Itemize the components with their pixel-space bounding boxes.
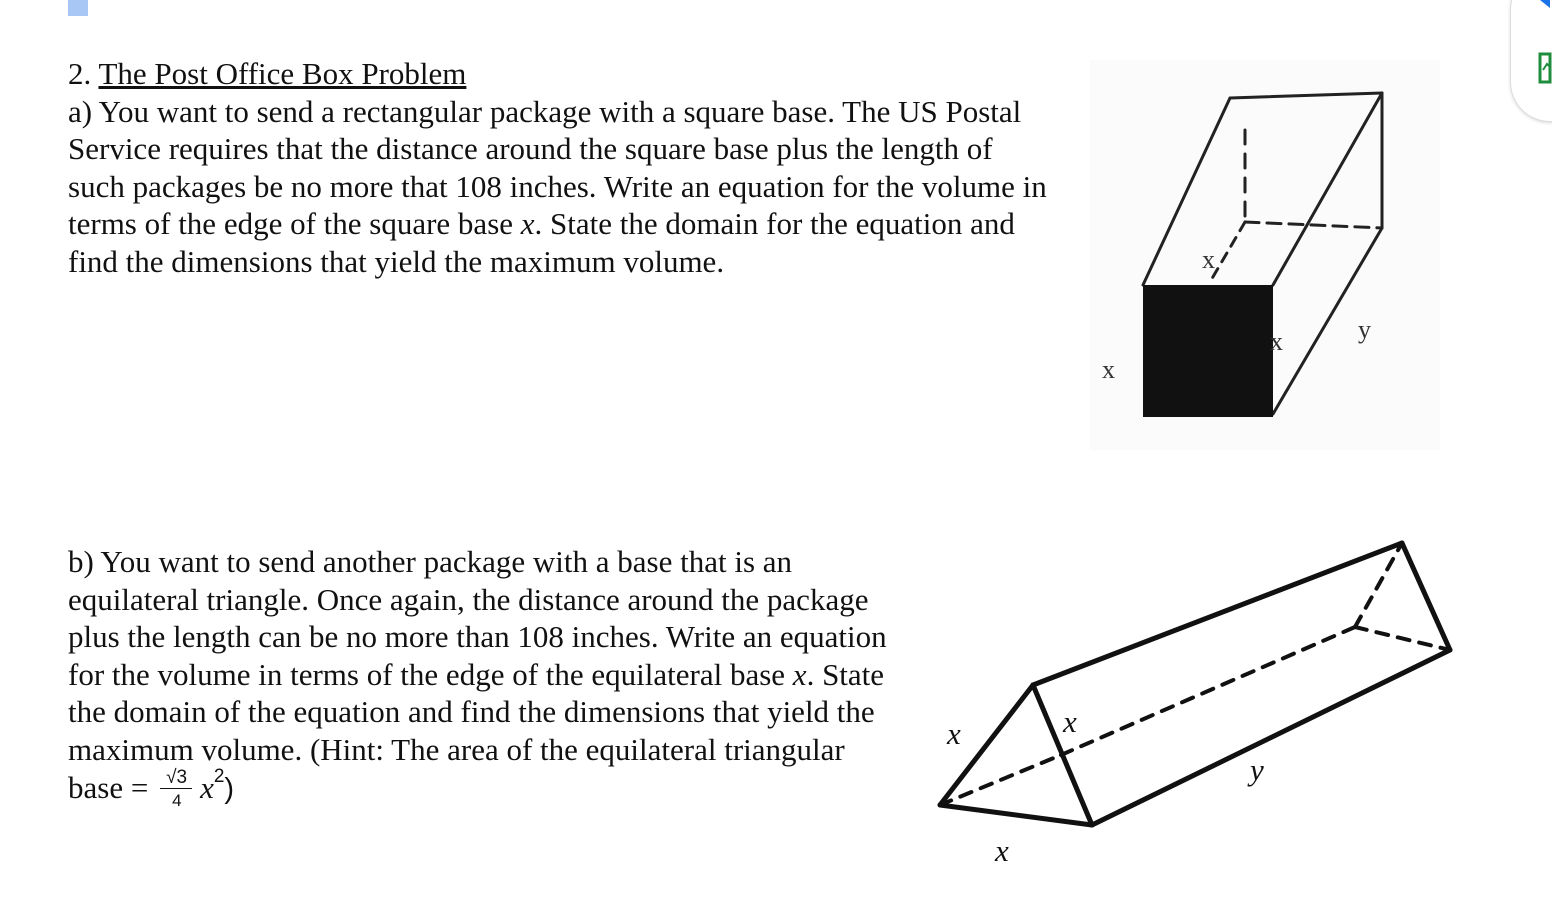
box-label-length: y: [1358, 315, 1371, 344]
prism-label-left-edge: x: [947, 716, 961, 751]
box-label-depth: x: [1270, 327, 1283, 356]
prism-label-bottom-edge: x: [995, 833, 1009, 868]
fraction-denominator: 4: [172, 790, 182, 810]
side-arrow-icon[interactable]: [1536, 0, 1550, 10]
part-a-variable: x: [520, 206, 535, 242]
box-label-front-bottom: x: [1202, 245, 1215, 274]
x-squared-base: x: [200, 769, 214, 805]
box-front-face: [1143, 285, 1273, 417]
comment-icon[interactable]: [1538, 50, 1552, 90]
selection-marker: [68, 0, 88, 16]
problem-number: 2.: [68, 56, 92, 91]
problem-heading: [68, 55, 1048, 93]
part-b-block: [68, 543, 898, 811]
prism-label-length: y: [1250, 752, 1264, 787]
part-a-block: [68, 55, 1048, 281]
part-a-text: a) You want to send a rectangular package with a square base. The US Postal Service requires that the distance around the square base plus the length of such packages be no more that 108 inches. Write an equation for the volume in terms of the edge of the square base: [68, 93, 1047, 242]
problem-title: The Post Office Box Problem: [98, 56, 467, 91]
fraction-numerator: √3: [166, 766, 188, 788]
triangular-prism-figure: [935, 535, 1455, 870]
sqrt3-over-4-fraction: [156, 766, 200, 810]
part-a-text-end: . State the domain for the equation and find the dimensions that yield the maximum volume.: [68, 206, 1015, 279]
box-label-front-side: x: [1102, 355, 1115, 384]
closing-paren: ): [224, 772, 235, 805]
x-squared-exponent: 2: [213, 765, 225, 787]
part-b-text: b) You want to send another package with a base that is an equilateral triangle. Once again, the distance around the package plus the length can be no more than 108 inches. Write an equation for the volume in terms of the edge of the equilateral base: [68, 544, 887, 692]
part-b-variable: x: [792, 656, 807, 692]
part-b-text-mid: . State the domain of the equation and find the dimensions that yield the maximum volume. (Hint: The area of the equilateral triangular base =: [68, 656, 885, 805]
prism-label-top-edge: x: [1063, 704, 1077, 739]
fraction-bar: [160, 788, 192, 790]
rectangular-box-figure: [1090, 60, 1440, 450]
